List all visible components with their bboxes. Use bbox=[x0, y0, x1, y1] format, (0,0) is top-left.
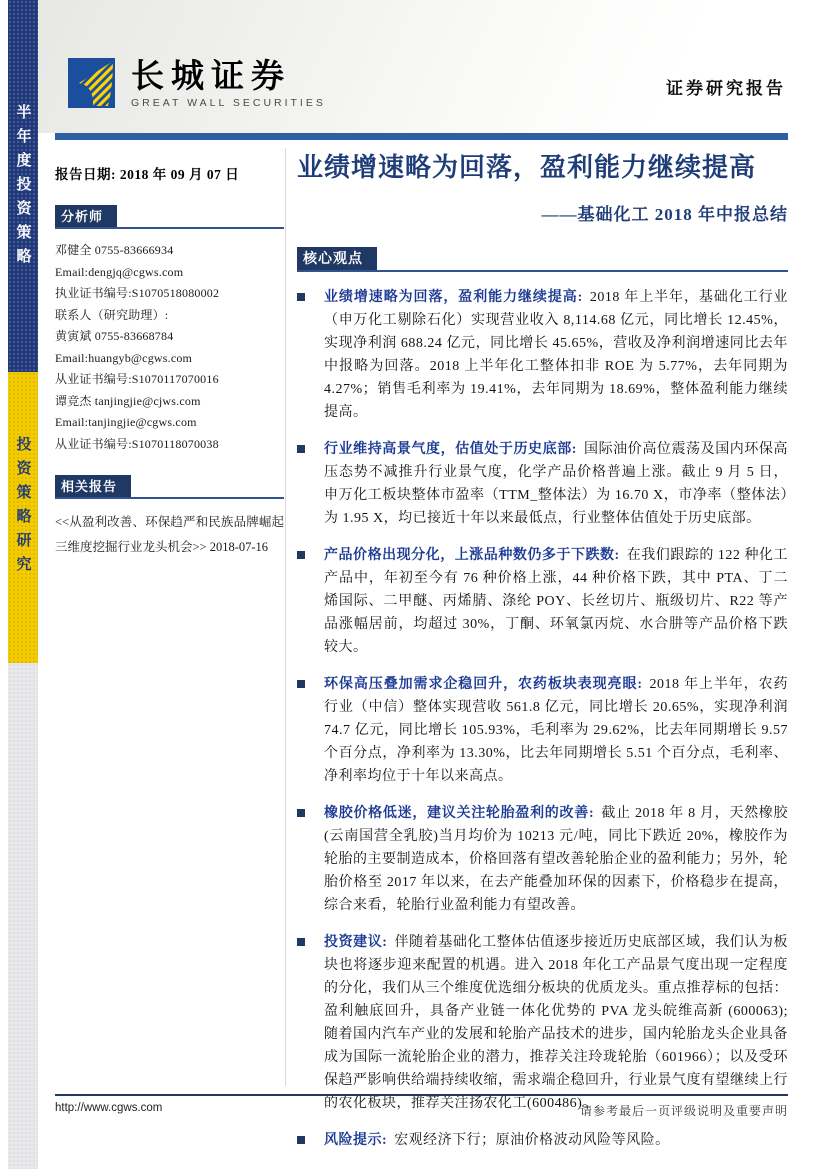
bullet-item bbox=[297, 1129, 788, 1152]
analyst-tab: 分析师 bbox=[55, 205, 117, 227]
related-reports-tab: 相关报告 bbox=[55, 475, 131, 497]
bullet-square-icon bbox=[297, 809, 305, 817]
sidebar-strip-bottom bbox=[8, 663, 38, 1169]
analyst-line: Email:dengjq@cgws.com bbox=[55, 264, 184, 279]
related-report-link[interactable]: <<从盈利改善、环保趋严和民族品牌崛起三维度挖掘行业龙头机会>> 2018-07-16 bbox=[55, 515, 284, 554]
bullet-square-icon bbox=[297, 445, 305, 453]
report-type-label: 证券研究报告 bbox=[666, 79, 786, 98]
bullet-item bbox=[297, 802, 788, 917]
bullet-text: 国际油价高位震荡及国内环保高压态势不减推升行业景气度，化学产品价格普遍上涨。截止 9 月 5 日，申万化工板块整体市盈率（TTM_整体法）为 16.70 X，市净率（整体法）为 1.95 X，均已接近十年以来最低点，行业整体估值处于历史底部。 bbox=[324, 442, 789, 526]
bullet-label: 业绩增速略为回落，盈利能力继续提高: bbox=[324, 290, 583, 305]
core-views-list bbox=[297, 286, 788, 1152]
bullet-square-icon bbox=[297, 938, 305, 946]
bullet-text: 2018 年上半年，农药行业（中信）整体实现营收 561.8 亿元，同比增长 20.65%，实现净利润 74.7 亿元，同比增长 105.93%，毛利率为 29.62%，比去年同期增长 9.57 个百分点，净利率为 13.30%，比去年同期增长 5.51 个百分点，毛利率、净利率均位于十年以来高点。 bbox=[324, 677, 789, 784]
analyst-line: 黄寅斌 0755-83668784 bbox=[55, 329, 174, 343]
analyst-line: 联系人（研究助理）: bbox=[55, 307, 169, 322]
analyst-line: 谭竞杰 tanjingjie@cjws.com bbox=[55, 393, 201, 408]
bullet-item bbox=[297, 673, 788, 788]
analyst-line: Email:huangyb@cgws.com bbox=[55, 350, 193, 365]
bullet-text: 2018 年上半年，基础化工行业（申万化工剔除石化）实现营业收入 8,114.68 亿元，同比增长 12.45%，实现净利润 688.24 亿元，同比增长 45.65%，营收及净利润增速同比去年中报略为回落。2018 上半年化工整体扣非 ROE 为 5.77%，去年同期为 4.27%；销售毛利率为 19.41%，去年同期为 18.69%，整体盈利能力继续提高。 bbox=[324, 290, 788, 420]
report-date: 报告日期: 2018 年 09 月 07 日 bbox=[55, 167, 240, 182]
bullet-label: 行业维持高景气度，估值处于历史底部: bbox=[324, 442, 577, 457]
logo-chinese-name: 长城证券 bbox=[131, 59, 291, 95]
analyst-line: 从业证书编号:S1070118070038 bbox=[55, 436, 219, 451]
footer-divider-line bbox=[55, 1094, 788, 1096]
footer-disclaimer-note: 请参考最后一页评级说明及重要声明 bbox=[579, 1104, 788, 1118]
bullet-square-icon bbox=[297, 293, 305, 301]
analyst-line: 邓健全 0755-83666934 bbox=[55, 243, 174, 257]
bullet-square-icon bbox=[297, 1136, 305, 1144]
logo-text bbox=[131, 60, 326, 109]
sidebar-strip-top bbox=[8, 0, 38, 372]
bullet-text: 截止 2018 年 8 月，天然橡胶(云南国营全乳胶)当月均价为 10213 元/吨，同比下跌近 20%，橡胶作为轮胎的主要制造成本，价格回落有望改善轮胎企业的盈利能力；另外，轮胎价格至 2017 年以来，在去产能叠加环保的因素下，价格稳步在提高，综合来看，轮胎行业盈利能力有望改善。 bbox=[324, 806, 789, 913]
analyst-line: Email:tanjingjie@cgws.com bbox=[55, 415, 197, 429]
bullet-text: 伴随着基础化工整体估值逐步接近历史底部区域，我们认为板块也将逐步迎来配置的机遇。进入 2018 年化工产品景气度出现一定程度的分化，我们从三个维度优选细分板块的优质龙头。重点推荐标的包括：盈利触底回升，具备产业链一体化优势的 PVA 龙头皖维高新 (600063); 随着国内汽车产业的发展和轮胎产品技术的进步，国内轮胎龙头企业具备成为国际一流轮胎企业的潜力，推荐关注玲珑轮胎（601966）；以及受环保趋严影响供给端持续收缩，需求端企稳回升，行业景气度有望继续上行的农化板块，推荐关注扬农化工(600486)。 bbox=[324, 935, 788, 1111]
sidebar-top-label: 半年度投资策略 bbox=[14, 104, 31, 272]
bullet-item bbox=[297, 931, 788, 1115]
sidebar-strip-middle bbox=[8, 372, 38, 663]
main-column bbox=[297, 152, 788, 1166]
related-reports-section-header bbox=[55, 475, 284, 499]
page-subtitle: ——基础化工 2018 年中报总结 bbox=[541, 205, 788, 224]
bullet-square-icon bbox=[297, 551, 305, 559]
analyst-line: 从业证书编号:S1070117070016 bbox=[55, 372, 219, 386]
bullet-square-icon bbox=[297, 680, 305, 688]
logo-english-name: GREAT WALL SECURITIES bbox=[131, 97, 326, 109]
bullet-label: 产品价格出现分化，上涨品种数仍多于下跌数: bbox=[324, 548, 620, 563]
sidebar-middle-label: 投资策略研究 bbox=[14, 436, 31, 580]
bullet-label: 风险提示: bbox=[324, 1133, 388, 1148]
header-divider-bar bbox=[55, 133, 788, 140]
core-views-section-header bbox=[297, 247, 788, 272]
page-title: 业绩增速略为回落，盈利能力继续提高 bbox=[297, 153, 757, 182]
analyst-section-header bbox=[55, 205, 284, 229]
core-views-tab: 核心观点 bbox=[297, 247, 377, 270]
column-divider bbox=[285, 148, 286, 1086]
bullet-label: 橡胶价格低迷，建议关注轮胎盈利的改善: bbox=[324, 806, 595, 821]
footer-url-link[interactable]: http://www.cgws.com bbox=[55, 1102, 163, 1114]
bullet-item bbox=[297, 286, 788, 424]
bullet-label: 环保高压叠加需求企稳回升，农药板块表现亮眼: bbox=[324, 677, 643, 692]
great-wall-logo-icon bbox=[68, 58, 115, 108]
left-column bbox=[55, 163, 284, 560]
analyst-line: 执业证书编号:S1070518080002 bbox=[55, 286, 220, 300]
bullet-label: 投资建议: bbox=[324, 935, 388, 950]
bullet-text: 在我们跟踪的 122 种化工产品中，年初至今有 76 种价格上涨，44 种价格下跌，其中 PTA、丁二烯国际、二甲醚、丙烯腈、涤纶 POY、长丝切片、瓶级切片、R22 等产品涨幅居前，均超过 30%，丁酮、环氧氯丙烷、水合肼等产品价格下跌较大。 bbox=[324, 548, 788, 655]
analyst-info-list bbox=[55, 240, 284, 455]
bullet-text: 宏观经济下行；原油价格波动风险等风险。 bbox=[394, 1133, 670, 1148]
bullet-item bbox=[297, 544, 788, 659]
company-logo bbox=[68, 58, 326, 109]
bullet-item bbox=[297, 438, 788, 530]
